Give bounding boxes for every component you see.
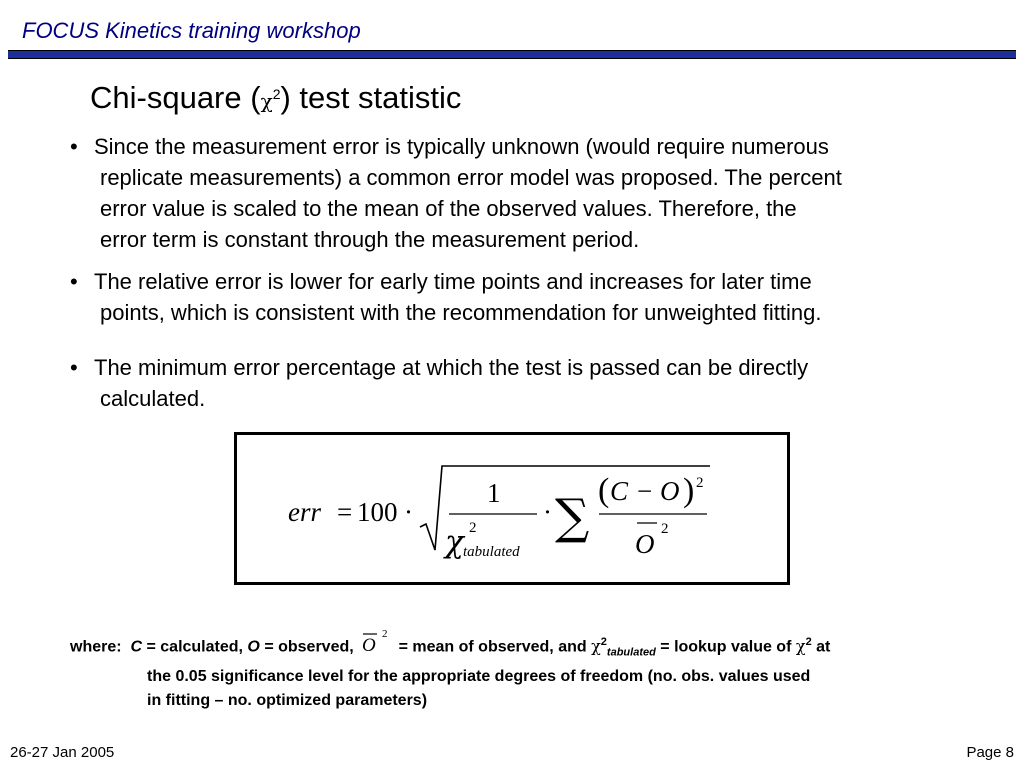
where-line-2: the 0.05 significance level for the appropriate degrees of freedom (no. obs. values used <box>147 667 811 685</box>
bullet-marker: • <box>70 269 78 294</box>
where-o-var: O <box>247 638 260 656</box>
header-rule <box>8 50 1016 59</box>
error-formula <box>237 435 787 582</box>
formula-box <box>234 432 790 585</box>
slide-title-prefix: Chi-square ( <box>90 80 261 115</box>
bullet-3-line-1: The minimum error percentage at which the test is passed can be directly <box>94 355 809 380</box>
bullet-2 <box>70 266 822 328</box>
formula-sigma: ∑ <box>555 489 590 545</box>
where-c-var: C <box>130 638 143 656</box>
footer-date: 26-27 Jan 2005 <box>10 744 115 761</box>
obar-letter: O <box>362 635 376 654</box>
obar-symbol <box>360 628 392 655</box>
bullet-3-line-2: calculated. <box>100 386 206 411</box>
bullet-1-line-4: error term is constant through the measurement period. <box>100 227 640 252</box>
formula-dot-1: · <box>404 497 413 527</box>
where-chi-2-sup: 2 <box>805 636 812 648</box>
where-lookup-def: = lookup value of <box>655 638 796 656</box>
formula-num-exp: 2 <box>696 475 704 491</box>
where-line-1 <box>70 630 830 665</box>
formula-var-c: C <box>610 476 629 506</box>
formula-constant: 100 <box>357 497 398 527</box>
footer-page-number: Page 8 <box>966 744 1014 761</box>
where-at: at <box>811 638 831 656</box>
formula-chi: χ <box>445 524 464 560</box>
formula-numerator-one: 1 <box>487 478 501 508</box>
bullet-1-line-3: error value is scaled to the mean of the observed values. Therefore, the <box>100 196 797 221</box>
formula-chi-sub: tabulated <box>463 544 520 560</box>
formula-paren-close: ) <box>683 472 695 509</box>
slide-title-chi: χ <box>260 89 273 113</box>
slide-title-suffix: ) test statistic <box>280 80 462 115</box>
bullet-1-line-2: replicate measurements) a common error model was proposed. The percent <box>100 165 842 190</box>
formula-dot-2: · <box>543 497 552 527</box>
formula-den-exp: 2 <box>661 521 669 537</box>
header-title: FOCUS Kinetics training workshop <box>22 18 361 43</box>
bullet-marker: • <box>70 355 78 380</box>
formula-equals: = <box>337 497 353 527</box>
bullet-2-line-1: The relative error is lower for early time points and increases for later time <box>94 269 812 294</box>
where-chi-2: χ <box>795 636 806 656</box>
bullet-2-line-2: points, which is consistent with the recommendation for unweighted fitting. <box>100 300 822 325</box>
slide-title-sup: 2 <box>272 86 281 102</box>
formula-var-o: O <box>660 476 680 506</box>
bullet-marker: • <box>70 134 78 159</box>
where-chi-sub: tabulated <box>606 646 656 659</box>
where-line-3: in fitting – no. optimized parameters) <box>147 691 428 709</box>
bullet-3 <box>70 352 808 414</box>
bullet-1 <box>70 131 842 255</box>
where-mean-def: = mean of observed, and <box>394 638 592 656</box>
where-c-def: = calculated, <box>142 638 248 656</box>
obar-exp: 2 <box>382 628 388 641</box>
where-o-def: = observed, <box>259 638 359 656</box>
slide-title <box>90 80 461 116</box>
formula-paren-open: ( <box>598 472 610 509</box>
where-legend <box>70 630 830 713</box>
where-chi: χ <box>591 636 601 656</box>
where-lead: where: <box>70 638 122 656</box>
bullet-1-line-1: Since the measurement error is typically unknown (would require numerous <box>94 134 829 159</box>
where-chi-sup: 2 <box>600 636 607 648</box>
formula-lhs: err <box>288 497 321 527</box>
formula-chi-exp: 2 <box>469 520 477 536</box>
formula-minus: − <box>637 476 653 506</box>
formula-den-o: O <box>635 529 655 559</box>
